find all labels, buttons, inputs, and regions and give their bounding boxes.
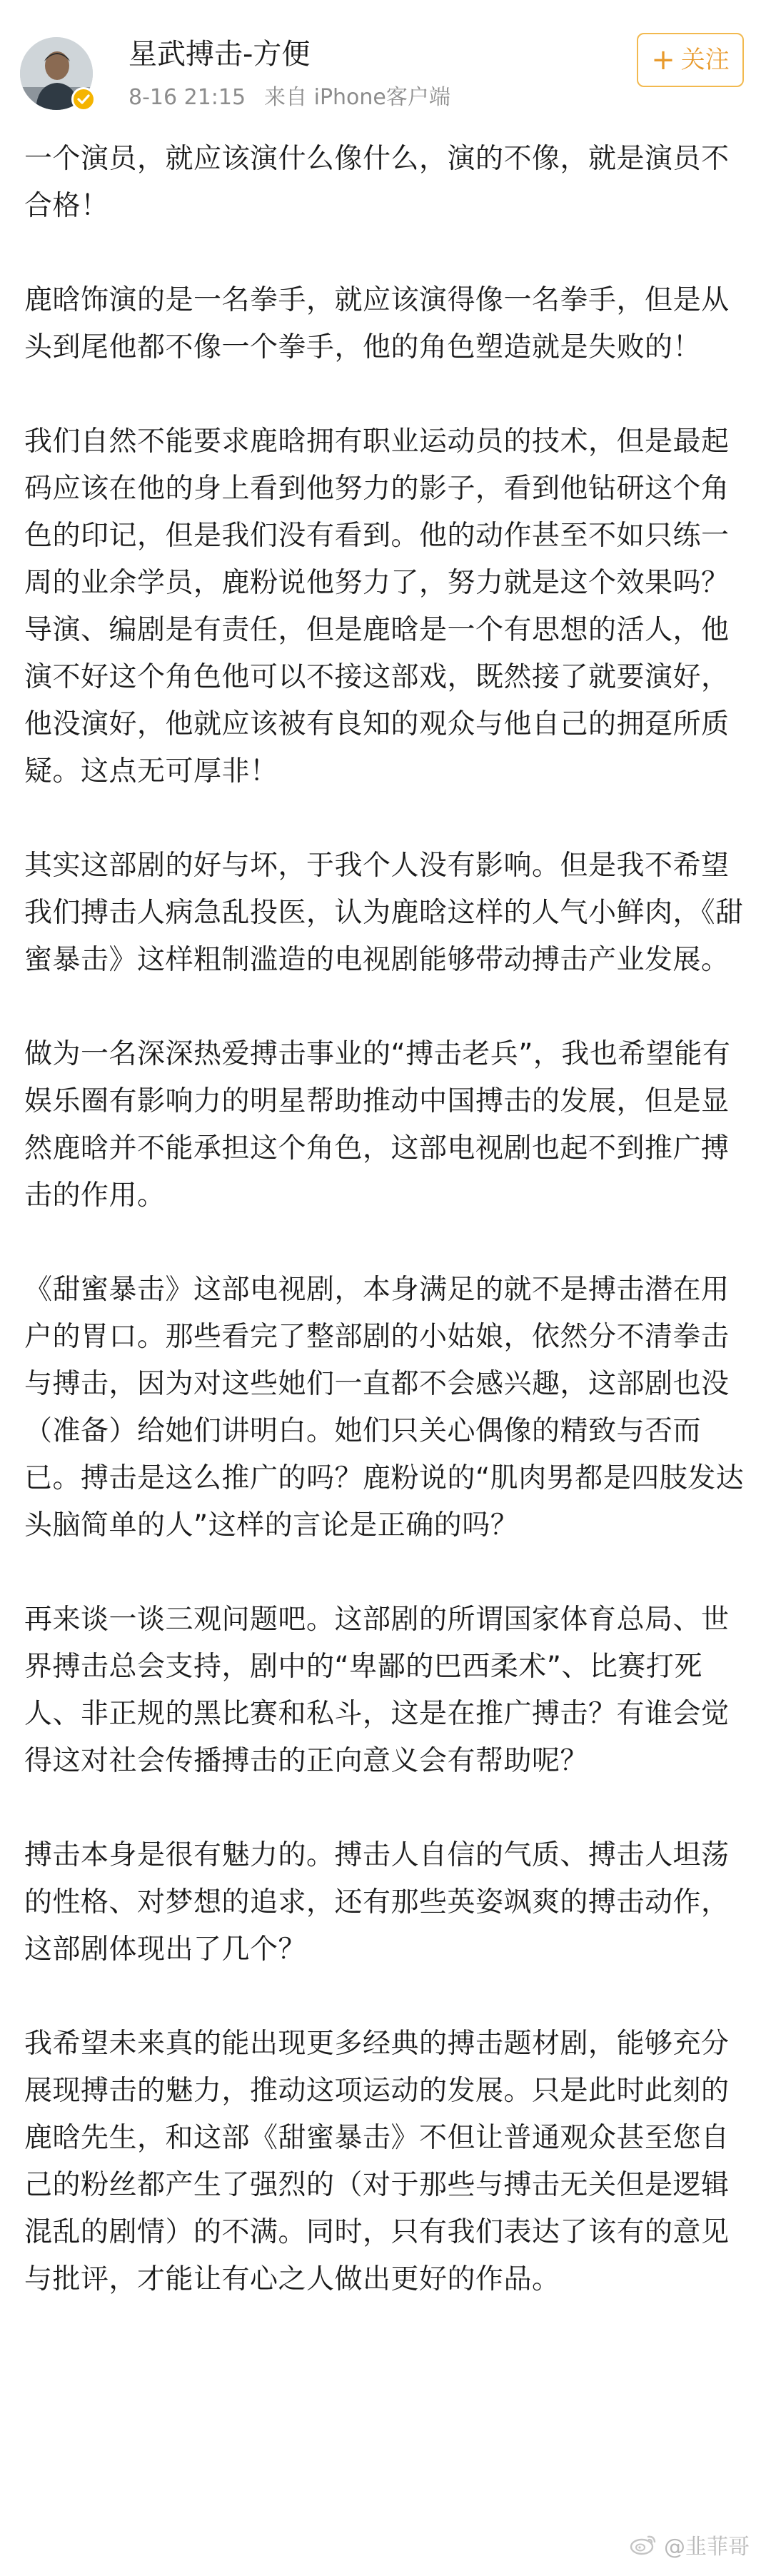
post-paragraph: 导演、编剧是有责任，但是鹿晗是一个有思想的活人，他演不好这个角色他可以不接这部戏，既然接了就要演好，他没演好，他就应该被有良知的观众与他自己的拥趸所质疑。这点无可厚非！ [24,614,730,788]
watermark [630,2532,750,2563]
post-header [0,0,771,129]
post-paragraph: 《甜蜜暴击》这部电视剧，本身满足的就不是搏击潜在用户的胃口。那些看完了整部剧的小姑娘，依然分不清拳击与搏击，因为对这些她们一直都不会感兴趣，这部剧也没（准备）给她们讲明白。她们只关心偶像的精致与否而已。搏击是这么推广的吗？鹿粉说的“肌肉男都是四肢发达头脑简单的人”这样的言论是正确的吗？ [24,1274,745,1541]
post-paragraph: 其实这部剧的好与坏，于我个人没有影响。但是我不希望我们搏击人病急乱投医，认为鹿晗这样的人气小鲜肉，《甜蜜暴击》这样粗制滥造的电视剧能够带动搏击产业发展。 [24,850,744,976]
post-paragraph: 一个演员，就应该演什么像什么，演的不像，就是演员不合格！ [24,143,730,222]
weibo-icon [630,2532,658,2563]
post-paragraph: 我们自然不能要求鹿晗拥有职业运动员的技术，但是最起码应该在他的身上看到他努力的影子，看到他钻研这个角色的印记，但是我们没有看到。他的动作甚至不如只练一周的业余学员，鹿粉说他努力了，努力就是这个效果吗？ [24,426,730,599]
post-meta [128,84,450,111]
follow-button[interactable] [637,33,744,87]
post-paragraph: 做为一名深深热爱搏击事业的“搏击老兵”，我也希望能有娱乐圈有影响力的明星帮助推动中国搏击的发展，但是显然鹿晗并不能承担这个角色，这部电视剧也起不到推广搏击的作用。 [24,1038,731,1212]
post-content [24,136,750,2303]
plus-icon: + [651,44,675,76]
post-paragraph: 再来谈一谈三观问题吧。这部剧的所谓国家体育总局、世界搏击总会支持，剧中的“卑鄙的巴西柔术”、比赛打死人、非正规的黑比赛和私斗，这是在推广搏击？有谁会觉得这对社会传播搏击的正向意义会有帮助呢？ [24,1604,730,1777]
post-paragraph: 搏击本身是很有魅力的。搏击人自信的气质、搏击人坦荡的性格、对梦想的追求，还有那些英姿飒爽的搏击动作，这部剧体现出了几个？ [24,1839,730,1966]
post-paragraph: 鹿晗饰演的是一名拳手，就应该演得像一名拳手，但是从头到尾他都不像一个拳手，他的角色塑造就是失败的！ [24,284,730,363]
author-avatar[interactable] [20,37,93,110]
post-source[interactable]: 来自 iPhone客户端 [264,85,450,110]
watermark-handle: @韭菲哥 [664,2535,750,2560]
post-time: 8-16 21:15 [128,85,246,110]
follow-label: 关注 [680,46,730,74]
author-name[interactable]: 星武搏击-方便 [128,38,311,71]
post-paragraph: 我希望未来真的能出现更多经典的搏击题材剧，能够充分展现搏击的魅力，推动这项运动的发展。只是此时此刻的鹿晗先生，和这部《甜蜜暴击》不但让普通观众甚至您自己的粉丝都产生了强烈的（对于那些与搏击无关但是逻辑混乱的剧情）的不满。同时，只有我们表达了该有的意见与批评，才能让有心之人做出更好的作品。 [24,2028,730,2295]
verified-badge-icon [71,87,96,111]
